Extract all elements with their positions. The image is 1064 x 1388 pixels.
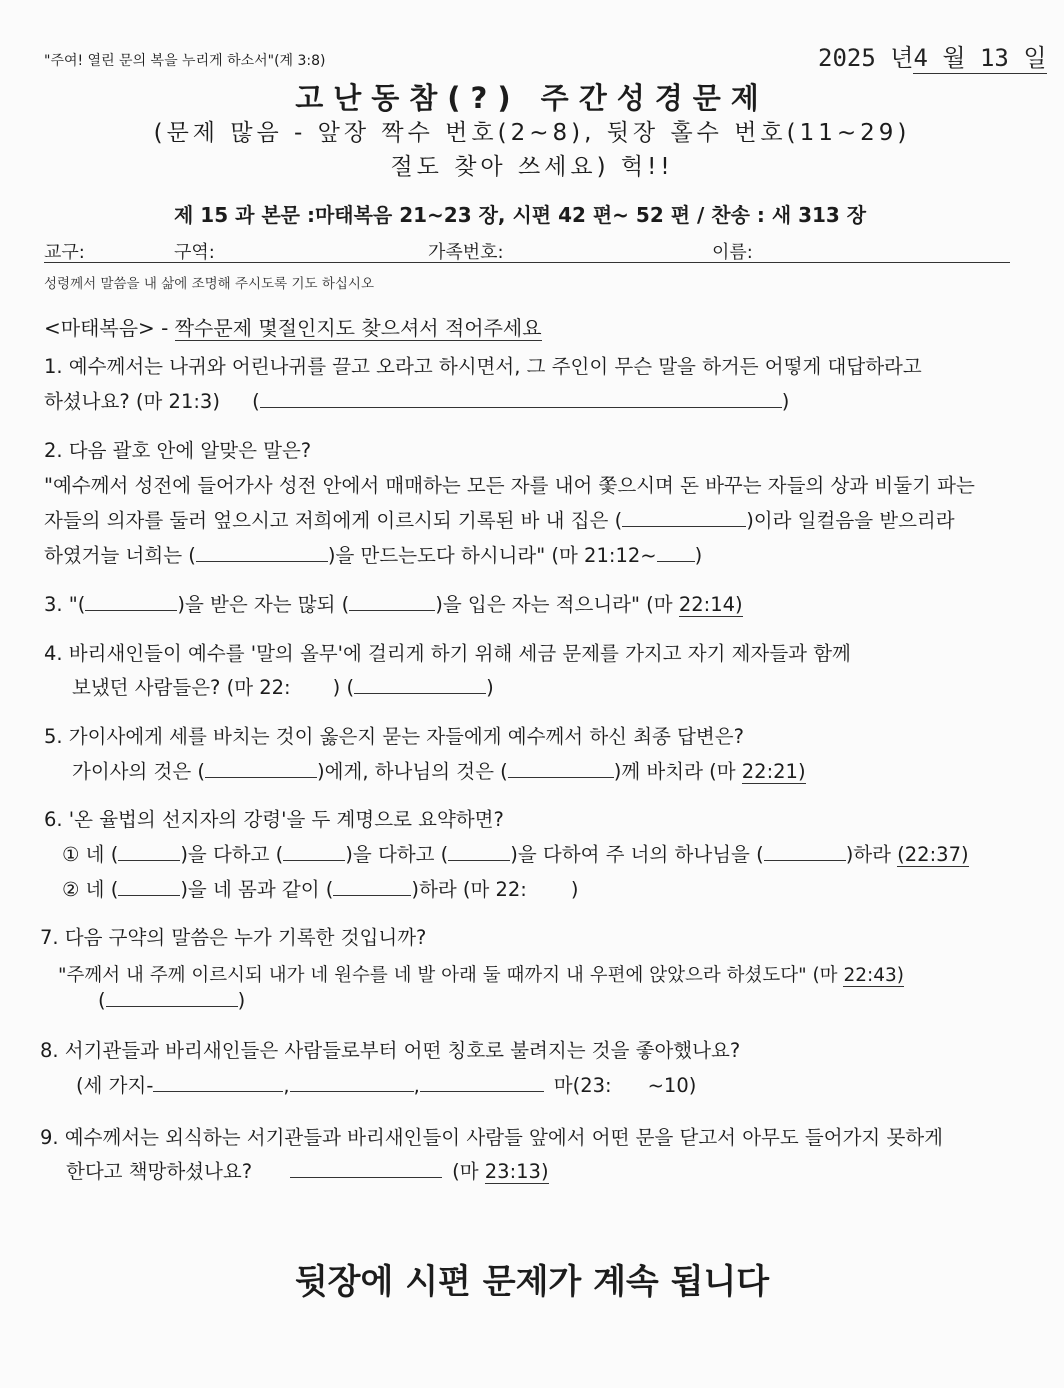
question-5-line-1: 5. 가이사에게 세를 바치는 것이 옳은지 묻는 자들에게 예수께서 하신 최종 답변은? — [44, 725, 744, 748]
answer-blank[interactable] — [420, 1073, 544, 1092]
answer-blank[interactable] — [118, 877, 180, 896]
question-2-line-2: "예수께서 성전에 들어가사 성전 안에서 매매하는 모든 자를 내어 쫓으시며 돈 바꾸는 자들의 상과 비둘기 파는 — [44, 474, 975, 497]
question-2-line-3: 자들의 의자를 둘러 엎으시고 저희에게 이르시되 기록된 바 내 집은 ( )이라 일컬음을 받으리라 — [44, 509, 955, 532]
subtitle-line-1: (문제 많음 - 앞장 짝수 번호(2~8), 뒷장 홀수 번호(11~29) — [153, 120, 911, 146]
answer-blank[interactable] — [333, 877, 411, 896]
prayer-note: 성령께서 말씀을 내 삶에 조명해 주시도록 기도 하십시오 — [44, 276, 374, 292]
info-line — [44, 236, 1010, 263]
question-1-line-2: 하셨나요? (마 21:3) ( ) — [44, 390, 790, 413]
answer-blank[interactable] — [106, 988, 238, 1007]
question-6-line-2: ① 네 ( )을 다하고 ( )을 다하고 ( )을 다하여 주 너의 하나님을 ( )하라 (22:37) — [62, 843, 969, 866]
question-7-line-2: "주께서 내 주께 이르시되 내가 네 원수를 네 발 아래 둘 때까지 내 우편에 앉았으라 하셨도다" (마 22:43) — [58, 965, 904, 986]
page-title: 고난동참(?) 주간성경문제 — [295, 81, 769, 115]
motto: "주여! 열린 문의 복을 누리게 하소서"(계 3:8) — [44, 53, 326, 69]
name-label: 이름: — [712, 242, 753, 263]
question-9-line-1: 9. 예수께서는 외식하는 서기관들과 바리새인들이 사람들 앞에서 어떤 문을 닫고서 아무도 들어가지 못하게 — [40, 1126, 943, 1149]
answer-blank[interactable] — [290, 1159, 442, 1178]
verse-blank[interactable] — [612, 1074, 648, 1092]
question-6-line-1: 6. '온 율법의 선지자의 강령'을 두 계명으로 요약하면? — [44, 808, 504, 831]
answer-blank[interactable] — [448, 842, 510, 861]
date-month: 4 — [913, 44, 928, 72]
date-year-unit: 년 — [890, 44, 914, 72]
lesson-info: 제 15 과 본문 :마태복음 21~23 장, 시편 42 편~ 52 편 / 찬송 : 새 313 장 — [174, 203, 867, 227]
date-year: 2025 — [818, 44, 876, 72]
question-7-line-1: 7. 다음 구약의 말씀은 누가 기록한 것입니까? — [40, 926, 427, 949]
section-instruction: 짝수문제 몇절인지도 찾으셔서 적어주세요 — [174, 316, 542, 340]
answer-blank[interactable] — [283, 842, 345, 861]
answer-blank[interactable] — [118, 842, 180, 861]
question-2-line-4: 하였거늘 너희는 ( )을 만드는도다 하시니라" (마 21:12~ ) — [44, 544, 703, 567]
question-8-line-1: 8. 서기관들과 바리새인들은 사람들로부터 어떤 칭호로 불려지는 것을 좋아했나요? — [40, 1039, 741, 1062]
answer-blank[interactable] — [153, 1073, 283, 1092]
question-4-line-1: 4. 바리새인들이 예수를 '말의 올무'에 걸리게 하기 위해 세금 문제를 가지고 자기 제자들과 함께 — [44, 642, 851, 665]
section-heading — [44, 312, 542, 341]
question-5-line-2: 가이사의 것은 ( )에게, 하나님의 것은 ( )께 바치라 (마 22:21) — [72, 760, 806, 783]
question-9-line-2: 한다고 책망하셨나요? (마 23:13) — [66, 1160, 549, 1183]
date-day: 13 — [979, 44, 1009, 72]
footer-note: 뒷장에 시편 문제가 계속 됩니다 — [294, 1262, 770, 1302]
answer-blank[interactable] — [85, 592, 177, 611]
verse-blank[interactable] — [527, 878, 571, 896]
answer-blank[interactable] — [622, 508, 746, 527]
answer-blank[interactable] — [764, 842, 846, 861]
church-label: 교구: — [44, 242, 85, 263]
question-2-line-1: 2. 다음 괄호 안에 알맞은 말은? — [44, 439, 312, 462]
answer-blank[interactable] — [205, 759, 317, 778]
answer-blank[interactable] — [290, 1073, 414, 1092]
date — [818, 38, 1047, 74]
family-number-label: 가족번호: — [428, 242, 504, 263]
question-4-line-2: 보냈던 사람들은? (마 22: ) ( ) — [72, 676, 494, 699]
answer-blank[interactable] — [508, 759, 614, 778]
answer-blank[interactable] — [260, 389, 782, 408]
date-month-unit: 월 — [942, 44, 966, 72]
question-1-line-1: 1. 예수께서는 나귀와 어린나귀를 끌고 오라고 하시면서, 그 주인이 무슨 말을 하거든 어떻게 대답하라고 — [44, 355, 922, 378]
question-8-line-2: (세 가지- , , 마(23: ~10) — [76, 1074, 697, 1097]
section-book: <마태복음> - — [44, 316, 169, 340]
verse-blank[interactable] — [291, 676, 333, 694]
answer-blank[interactable] — [349, 592, 435, 611]
question-3-line: 3. "( )을 받은 자는 많되 ( )을 입은 자는 적으니라" (마 22:14) — [44, 593, 743, 616]
subtitle-line-2: 절도 찾아 쓰세요) 헉!! — [390, 154, 674, 180]
answer-blank[interactable] — [196, 543, 328, 562]
verse-blank[interactable] — [657, 543, 695, 562]
question-7-line-3: ( ) — [98, 989, 246, 1012]
question-1-text: 하셨나요? (마 21:3) — [44, 390, 220, 413]
answer-blank[interactable] — [354, 675, 486, 694]
question-6-line-3: ② 네 ( )을 네 몸과 같이 ( )하라 (마 22: ) — [62, 878, 579, 901]
district-label: 구역: — [174, 242, 215, 263]
date-day-unit: 일 — [1023, 44, 1047, 72]
